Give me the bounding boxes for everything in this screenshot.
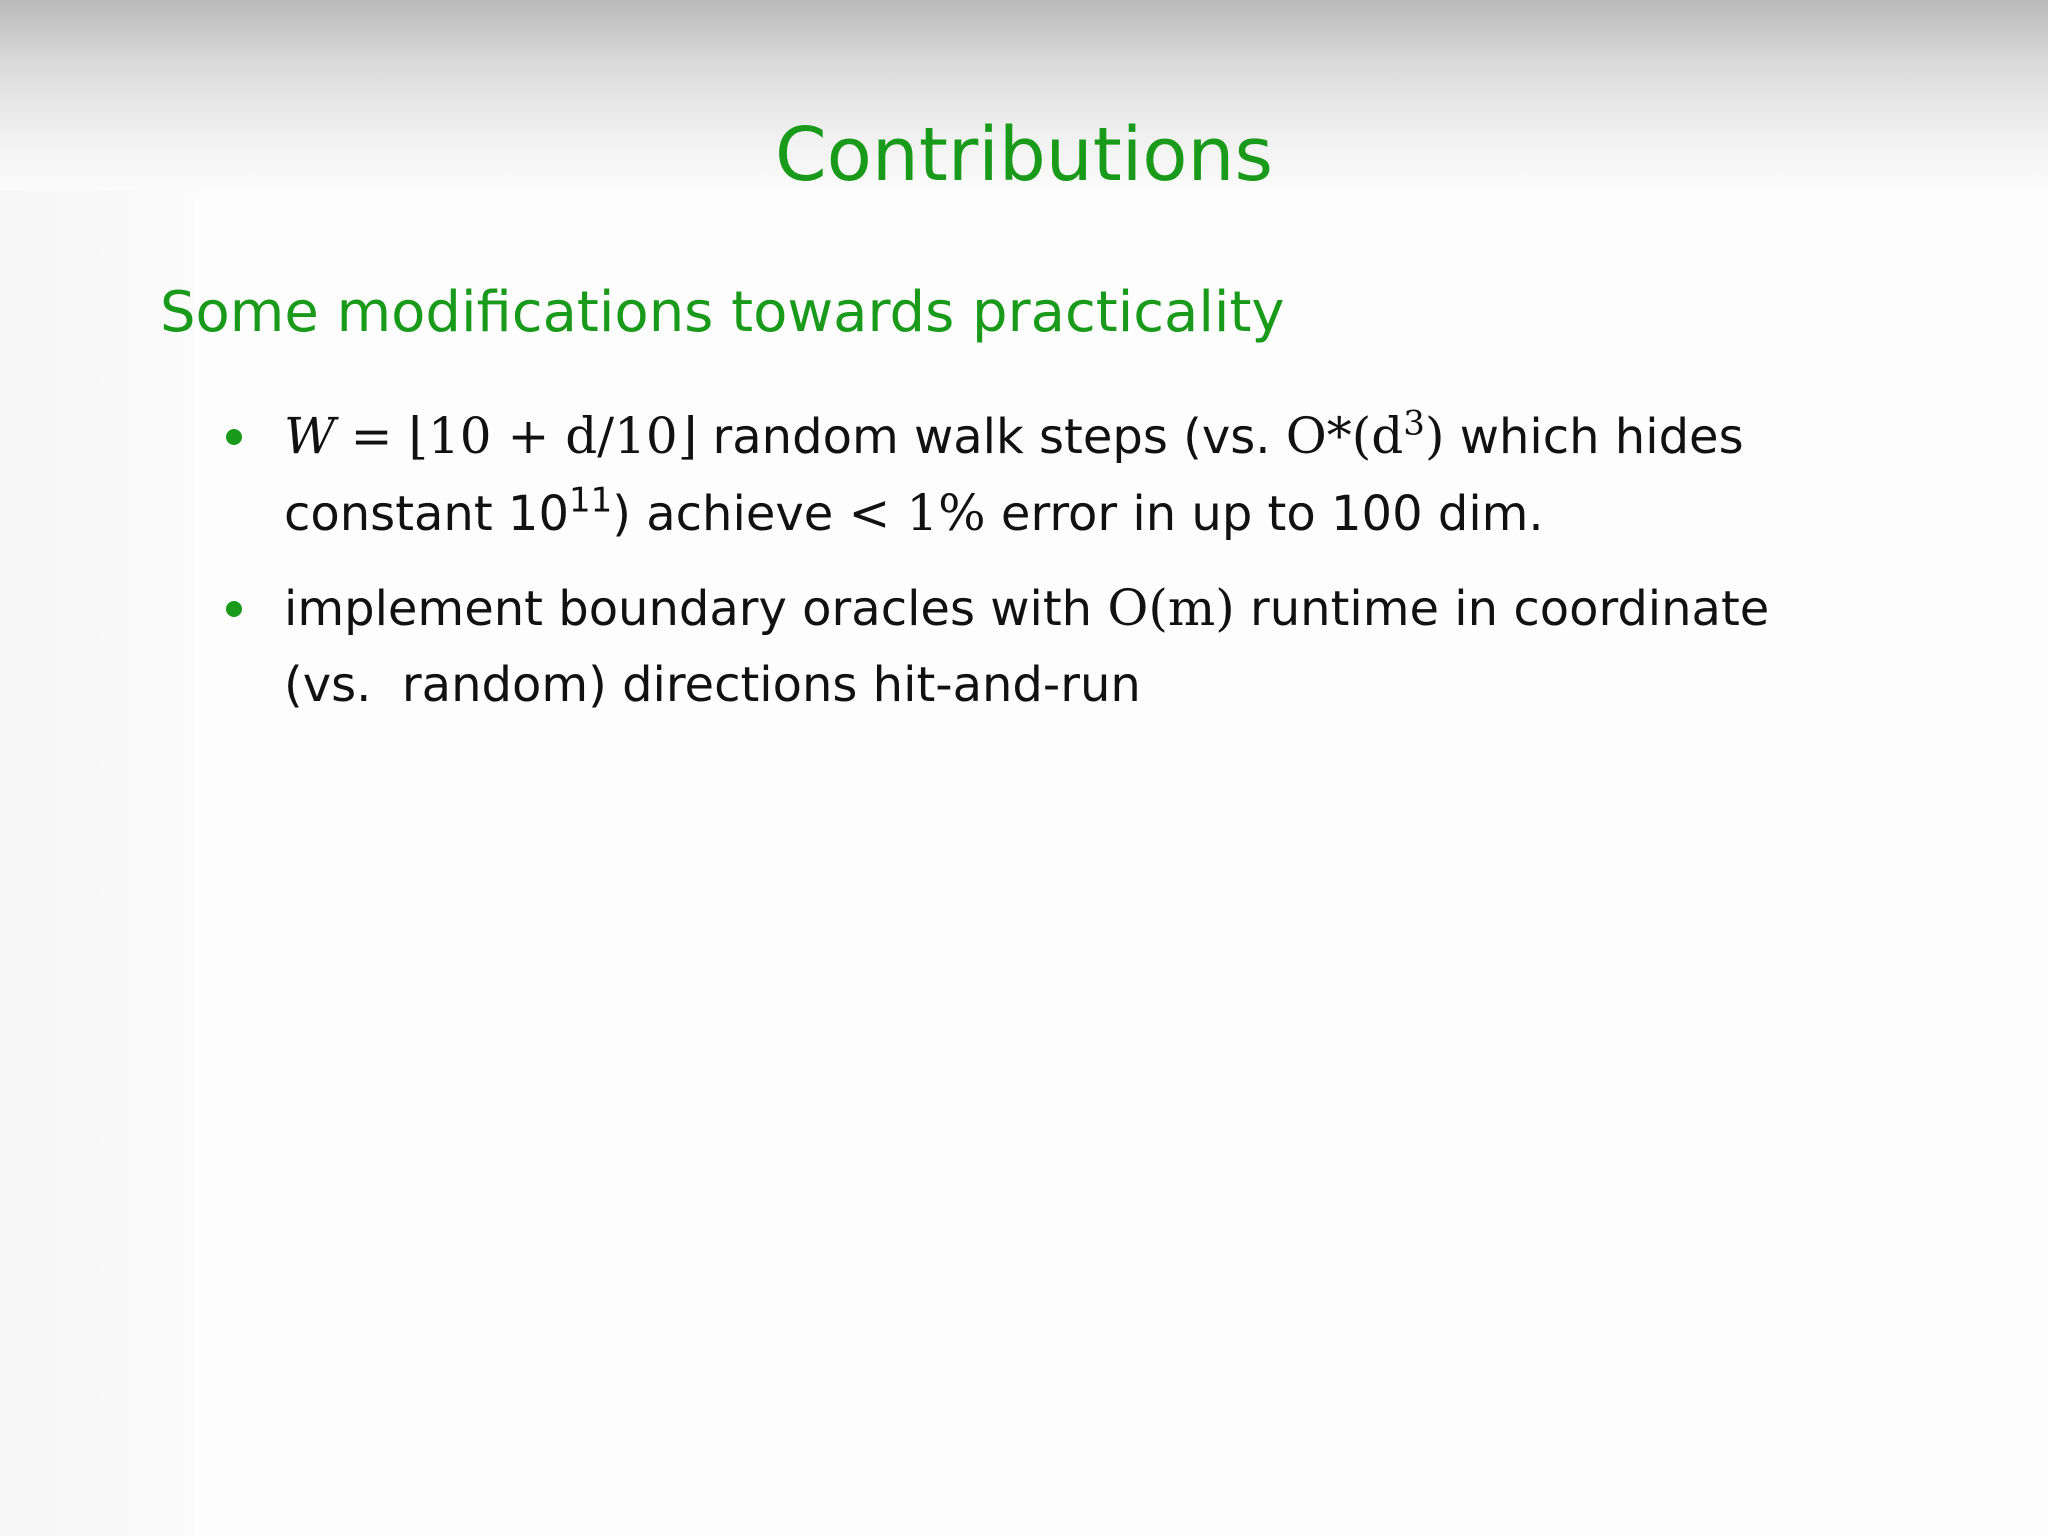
block-title: Some modifications towards practicality bbox=[160, 280, 1285, 345]
bullet-item-random-walk bbox=[220, 398, 1900, 552]
bullet-2-text-a: implement boundary oracles with bbox=[284, 581, 1093, 637]
bullet-2-text-c: (vs. random) directions hit-and-run bbox=[284, 657, 1141, 713]
bullet-dot-icon bbox=[226, 429, 242, 445]
bullet-2-line-2 bbox=[284, 647, 1900, 723]
math-o-star-exponent: 3 bbox=[1403, 403, 1425, 444]
bullet-1-line-2 bbox=[284, 475, 1900, 552]
bullet-list bbox=[220, 398, 1900, 741]
bullet-1-text-a: random walk steps (vs. bbox=[712, 409, 1271, 465]
bullet-1-text-e: error in up to 100 dim. bbox=[1000, 486, 1544, 542]
bullet-1-text-d: ) achieve bbox=[612, 486, 834, 542]
math-o-m: O(m) bbox=[1107, 579, 1235, 637]
sidebar-shade bbox=[0, 190, 195, 1536]
bullet-2-line-1 bbox=[284, 570, 1900, 647]
math-w: W bbox=[284, 407, 336, 465]
frame-title: Contributions bbox=[774, 112, 1274, 198]
bullet-2-text-b: runtime in coordinate bbox=[1250, 581, 1770, 637]
bullet-1-text-c: constant 10 bbox=[284, 486, 569, 542]
bullet-1-line-1 bbox=[284, 398, 1900, 475]
bullet-1-text-b: which hides bbox=[1459, 409, 1744, 465]
bullet-item-boundary-oracles bbox=[220, 570, 1900, 723]
math-o-star: O*(d bbox=[1285, 407, 1404, 465]
bullet-dot-icon bbox=[226, 601, 242, 617]
math-o-star-close: ) bbox=[1424, 407, 1445, 465]
math-floor-expression: = ⌊10 + d/10⌋ bbox=[350, 407, 698, 465]
math-error-bound: < 1% bbox=[848, 484, 986, 542]
constant-exponent: 11 bbox=[569, 480, 613, 521]
